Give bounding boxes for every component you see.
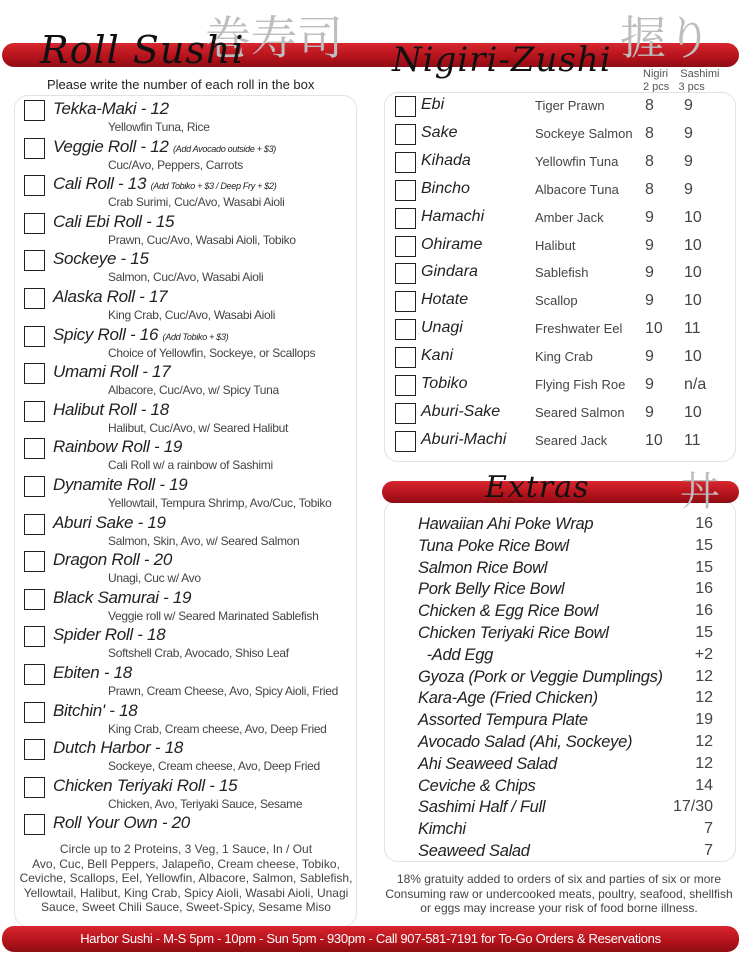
roll-name-text: Sockeye - 15 [53, 249, 149, 269]
nigiri-quantity-box[interactable] [395, 124, 416, 145]
extras-name: Kimchi [418, 820, 466, 839]
nigiri-price: 9 [645, 403, 654, 421]
roll-name [53, 174, 276, 194]
extras-name: Ceviche & Chips [418, 776, 536, 795]
nigiri-price: 8 [645, 152, 654, 170]
extras-price: 15 [695, 558, 713, 576]
nigiri-quantity-box[interactable] [395, 375, 416, 396]
roll-quantity-box[interactable] [24, 250, 45, 271]
roll-description: Choice of Yellowfin, Sockeye, or Scallops [108, 345, 316, 360]
nigiri-quantity-box[interactable] [395, 208, 416, 229]
roll-quantity-box[interactable] [24, 739, 45, 760]
extras-price: 15 [695, 536, 713, 554]
roll-name [53, 550, 172, 570]
roll-description: Yellowfin Tuna, Rice [108, 120, 210, 134]
sashimi-price: 10 [684, 208, 702, 226]
roll-sushi-title: Roll Sushi [40, 28, 245, 72]
disclaimer [384, 872, 734, 916]
roll-name-text: Ebiten - 18 [53, 663, 132, 682]
extras-price: 17/30 [672, 798, 713, 816]
sashimi-price: n/a [684, 376, 707, 393]
nigiri-fish: Freshwater Eel [535, 321, 623, 337]
sashimi-price: 9 [684, 180, 693, 198]
extras-price: 14 [695, 776, 713, 794]
roll-name-text: Spider Roll - 18 [53, 625, 166, 645]
extras-name: Gyoza (Pork or Veggie Dumplings) [418, 667, 663, 686]
nigiri-fish: Halibut [535, 237, 576, 253]
roll-description: Prawn, Cuc/Avo, Wasabi Aioli, Tobiko [108, 232, 296, 247]
roll-name-text: Dynamite Roll - 19 [53, 475, 188, 494]
extras-name: Tuna Poke Rice Bowl [418, 536, 569, 555]
roll-name-text: Black Samurai - 19 [53, 587, 192, 607]
nigiri-price: 9 [645, 236, 654, 254]
nigiri-quantity-box[interactable] [395, 347, 416, 368]
nigiri-fish: Sockeye Salmon [535, 125, 633, 141]
roll-note: (Add Avocado outside + $3) [172, 143, 276, 154]
roll-name-text: Alaska Roll - 17 [53, 287, 168, 306]
nigiri-name: Hotate [421, 291, 469, 309]
sashimi-price: 11 [684, 431, 701, 449]
extras-name: Chicken & Egg Rice Bowl [418, 602, 599, 621]
roll-quantity-box[interactable] [24, 551, 45, 572]
extras-name: Sashimi Half / Full [418, 798, 546, 817]
nigiri-name: Tobiko [421, 375, 468, 392]
roll-quantity-box[interactable] [24, 514, 45, 535]
nigiri-name: Kani [421, 347, 454, 365]
roll-your-own-line: Circle up to 2 Proteins, 3 Veg, 1 Sauce, In / Out [59, 842, 313, 856]
nigiri-title: Nigiri-Zushi [392, 40, 612, 80]
roll-quantity-box[interactable] [24, 363, 45, 384]
nigiri-price: 9 [645, 264, 654, 282]
sashimi-price: 9 [684, 124, 693, 142]
roll-name [53, 287, 167, 307]
extras-price: 16 [695, 580, 713, 598]
nigiri-name: Aburi-Sake [421, 402, 501, 420]
extras-price: 16 [695, 515, 713, 532]
nigiri-price: 9 [645, 208, 654, 226]
roll-description: King Crab, Cuc/Avo, Wasabi Aioli [108, 308, 276, 322]
roll-name-text: Tekka-Maki - 12 [53, 99, 169, 118]
nigiri-name: Ebi [421, 96, 445, 113]
roll-name-text: Cali Ebi Roll - 15 [53, 211, 175, 231]
footer-text: Harbor Sushi - M-S 5pm - 10pm - Sun 5pm - 930pm - Call 907-581-7191 for To-Go Orders & Reservations [80, 931, 661, 946]
roll-name-text: Roll Your Own - 20 [53, 813, 190, 833]
disclaimer-line: Consuming raw or undercooked meats, poultry, seafood, shellfish [385, 886, 733, 901]
roll-quantity-box[interactable] [24, 175, 45, 196]
roll-quantity-box[interactable] [24, 626, 45, 647]
roll-description: Veggie roll w/ Seared Marinated Sablefish [108, 608, 319, 623]
roll-name-text: Cali Roll - 13 [53, 174, 147, 194]
nigiri-fish: Seared Jack [535, 432, 608, 448]
sashimi-price: 10 [684, 264, 702, 282]
roll-name [53, 813, 190, 833]
nigiri-name: Bincho [421, 179, 470, 197]
roll-name [53, 362, 170, 382]
nigiri-quantity-box[interactable] [395, 403, 416, 424]
roll-quantity-box[interactable] [24, 814, 45, 835]
extras-price: 12 [695, 667, 713, 685]
nigiri-quantity-box[interactable] [395, 263, 416, 284]
roll-your-own-line: Sauce, Sweet Chili Sauce, Sweet-Spicy, Sesame Miso [41, 900, 331, 914]
nigiri-name: Gindara [421, 263, 478, 281]
roll-name-text: Bitchin' - 18 [53, 700, 138, 720]
roll-name-text: Rainbow Roll - 19 [53, 437, 183, 457]
roll-name [53, 475, 187, 495]
roll-quantity-box[interactable] [24, 100, 45, 121]
nigiri-quantity-box[interactable] [395, 96, 416, 117]
roll-quantity-box[interactable] [24, 777, 45, 798]
nigiri-fish: King Crab [535, 349, 593, 365]
roll-quantity-box[interactable] [24, 438, 45, 459]
roll-name [53, 249, 149, 269]
extras-price: +2 [694, 645, 713, 663]
nigiri-price: 10 [645, 431, 663, 449]
roll-your-own-line: Avo, Cuc, Bell Peppers, Jalapeño, Cream cheese, Tobiko, [32, 856, 340, 871]
roll-quantity-box[interactable] [24, 476, 45, 497]
extras-name: Kara-Age (Fried Chicken) [418, 689, 598, 708]
roll-description: Halibut, Cuc/Avo, w/ Seared Halibut [108, 420, 289, 435]
extras-name: Chicken Teriyaki Rice Bowl [418, 624, 609, 642]
extras-name: Salmon Rice Bowl [418, 558, 548, 577]
roll-name-text: Spicy Roll - 16 [53, 324, 159, 344]
nigiri-quantity-box[interactable] [395, 152, 416, 173]
extras-price: 7 [704, 820, 713, 838]
sashimi-price: 10 [684, 236, 702, 254]
roll-name-text: Dutch Harbor - 18 [53, 738, 184, 758]
roll-name [53, 625, 165, 645]
kanji-nigiri: 握り [620, 11, 712, 65]
extras-name: Hawaiian Ahi Poke Wrap [418, 515, 594, 533]
roll-name [53, 437, 182, 457]
roll-note: (Add Tobiko + $3) [162, 331, 229, 342]
roll-your-own-options [18, 842, 354, 915]
extras-price: 19 [695, 711, 713, 729]
nigiri-name: Hamachi [421, 207, 485, 225]
roll-quantity-box[interactable] [24, 213, 45, 234]
extras-price: 7 [704, 842, 713, 859]
extras-name: Pork Belly Rice Bowl [418, 580, 565, 599]
roll-description: Chicken, Avo, Teriyaki Sauce, Sesame [108, 796, 303, 811]
roll-name [53, 701, 137, 721]
nigiri-col-header [643, 68, 719, 94]
nigiri-fish: Seared Salmon [535, 404, 625, 420]
roll-description: Yellowtail, Tempura Shrimp, Avo/Cuc, Tobiko [108, 496, 332, 510]
sashimi-price: 10 [684, 403, 702, 421]
roll-name [53, 325, 228, 345]
roll-name [53, 99, 169, 119]
nigiri-fish: Amber Jack [535, 209, 604, 225]
sashimi-price: 9 [684, 152, 693, 170]
roll-quantity-box[interactable] [24, 664, 45, 685]
nigiri-quantity-box[interactable] [395, 291, 416, 312]
nigiri-name: Aburi-Machi [421, 430, 507, 448]
extras-price: 12 [695, 733, 713, 750]
sashimi-label: Sashimi [680, 68, 720, 80]
extras-price: 15 [695, 624, 713, 641]
roll-name-text: Veggie Roll - 12 [53, 136, 169, 156]
extras-name: Avocado Salad (Ahi, Sockeye) [418, 733, 633, 751]
disclaimer-line: or eggs may increase your risk of food borne illness. [420, 901, 698, 915]
nigiri-name: Ohirame [421, 235, 483, 253]
roll-quantity-box[interactable] [24, 702, 45, 723]
extras-name: -Add Egg [418, 645, 493, 664]
roll-name-text: Aburi Sake - 19 [53, 512, 166, 532]
roll-description: Salmon, Skin, Avo, w/ Seared Salmon [108, 533, 300, 548]
roll-description: Sockeye, Cream cheese, Avo, Deep Fried [108, 759, 320, 774]
roll-name [53, 738, 183, 758]
nigiri-quantity-box[interactable] [395, 236, 416, 257]
kanji-extras: 丼 [680, 469, 720, 515]
roll-description: King Crab, Cream cheese, Avo, Deep Fried [108, 721, 327, 736]
nigiri-name: Unagi [421, 319, 463, 337]
kanji-roll: 巻寿司 [205, 11, 343, 65]
nigiri-price: 9 [645, 376, 654, 393]
roll-description: Crab Surimi, Cuc/Avo, Wasabi Aioli [108, 195, 285, 210]
nigiri-price: 9 [645, 348, 654, 366]
extras-name: Seaweed Salad [418, 842, 530, 860]
roll-description: Albacore, Cuc/Avo, w/ Spicy Tuna [108, 383, 279, 398]
nigiri-quantity-box[interactable] [395, 180, 416, 201]
roll-note: (Add Tobiko + $3 / Deep Fry + $2) [150, 181, 277, 192]
nigiri-fish: Albacore Tuna [535, 181, 619, 197]
sashimi-price: 10 [684, 348, 702, 366]
roll-name [53, 588, 191, 608]
sashimi-price: 10 [684, 292, 702, 310]
roll-description: Unagi, Cuc w/ Avo [108, 571, 201, 586]
roll-quantity-box[interactable] [24, 401, 45, 422]
sashimi-price: 11 [684, 320, 701, 338]
roll-description: Cuc/Avo, Peppers, Carrots [108, 157, 244, 172]
nigiri-name: Kihada [421, 151, 471, 169]
roll-description: Cali Roll w/ a rainbow of Sashimi [108, 458, 273, 473]
nigiri-name: Sake [421, 123, 458, 141]
roll-name-text: Dragon Roll - 20 [53, 550, 172, 570]
roll-quantity-box[interactable] [24, 326, 45, 347]
roll-name [53, 776, 237, 796]
sashimi-price: 9 [684, 97, 693, 114]
extras-price: 12 [695, 689, 713, 707]
roll-name-text: Umami Roll - 17 [53, 362, 171, 382]
nigiri-price: 10 [645, 320, 663, 338]
nigiri-label: Nigiri [643, 68, 669, 80]
extras-name: Assorted Tempura Plate [418, 711, 588, 730]
nigiri-price: 8 [645, 180, 654, 198]
instructions: Please write the number of each roll in the box [47, 77, 315, 92]
roll-quantity-box[interactable] [24, 288, 45, 309]
nigiri-fish: Sablefish [535, 265, 589, 281]
nigiri-quantity-box[interactable] [395, 431, 416, 452]
roll-description: Softshell Crab, Avocado, Shiso Leaf [108, 646, 289, 661]
nigiri-fish: Tiger Prawn [535, 98, 605, 113]
roll-name-text: Chicken Teriyaki Roll - 15 [53, 775, 238, 795]
roll-description: Prawn, Cream Cheese, Avo, Spicy Aioli, Fried [108, 684, 339, 698]
roll-description: Salmon, Cuc/Avo, Wasabi Aioli [108, 270, 264, 285]
roll-quantity-box[interactable] [24, 589, 45, 610]
nigiri-pcs: 2 pcs [643, 81, 670, 93]
nigiri-fish: Scallop [535, 293, 578, 309]
nigiri-fish: Flying Fish Roe [535, 377, 626, 392]
nigiri-price: 8 [645, 97, 654, 114]
roll-name [53, 663, 132, 683]
roll-your-own-line: Ceviche, Scallops, Eel, Yellowfin, Albacore, Salmon, Sablefish, [19, 871, 353, 885]
roll-name [53, 400, 169, 420]
roll-your-own-line: Yellowtail, Halibut, King Crab, Spicy Aioli, Wasabi Aioli, Unagi [23, 885, 349, 900]
sashimi-pcs: 3 pcs [678, 81, 705, 93]
roll-name [53, 212, 174, 232]
roll-quantity-box[interactable] [24, 138, 45, 159]
extras-title: Extras [485, 470, 590, 505]
nigiri-quantity-box[interactable] [395, 319, 416, 340]
disclaimer-line: 18% gratuity added to orders of six and parties of six or more [396, 872, 722, 886]
extras-name: Ahi Seaweed Salad [418, 754, 557, 773]
nigiri-fish: Yellowfin Tuna [535, 153, 619, 169]
roll-name [53, 513, 166, 533]
roll-name-text: Halibut Roll - 18 [53, 399, 169, 419]
extras-price: 12 [695, 754, 713, 772]
nigiri-price: 9 [645, 292, 654, 310]
nigiri-price: 8 [645, 124, 654, 142]
extras-price: 16 [695, 602, 713, 620]
roll-name [53, 137, 276, 157]
